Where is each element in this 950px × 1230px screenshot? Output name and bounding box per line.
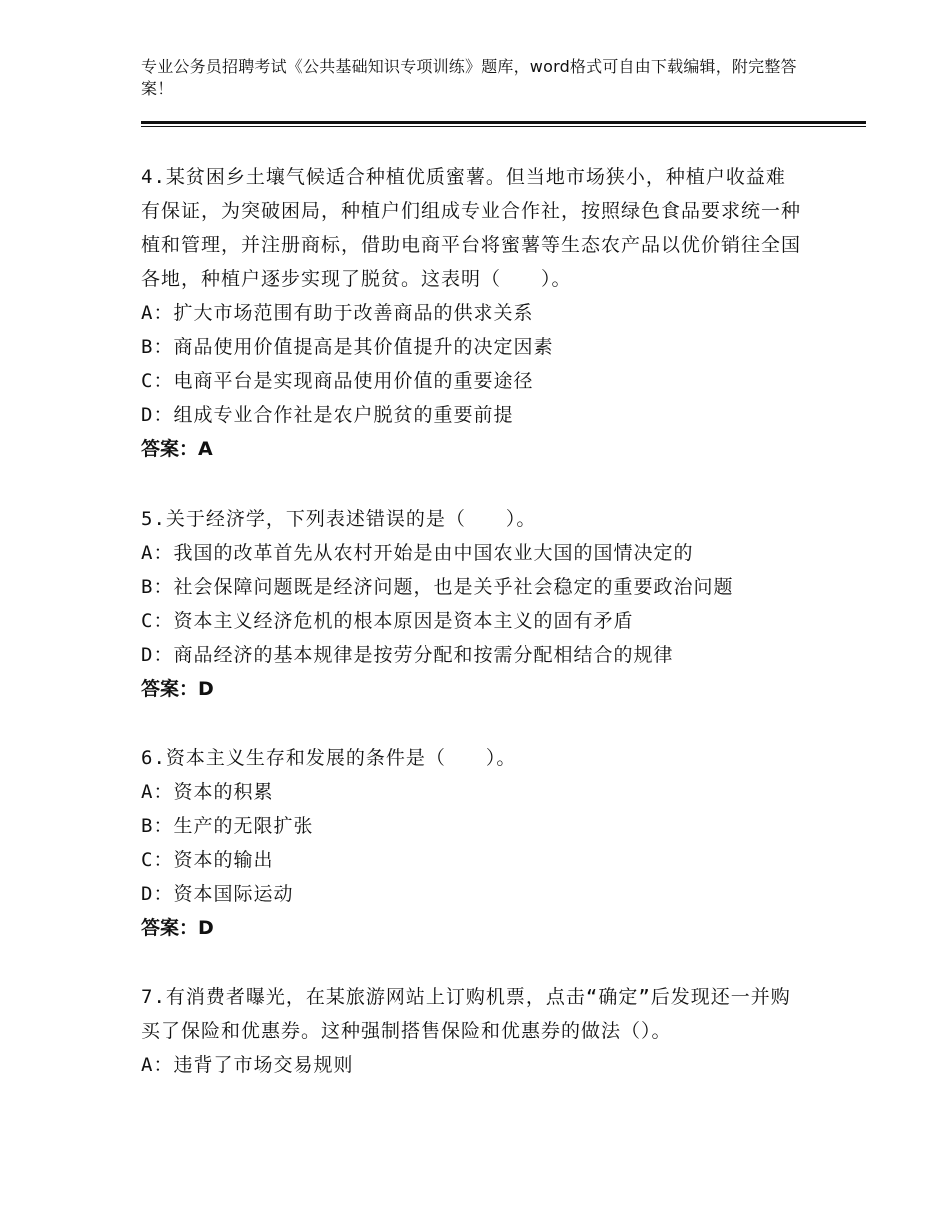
question-7: [141, 980, 803, 1082]
option-a: A：资本的积累: [141, 781, 274, 803]
answer: 答案：A: [141, 438, 213, 460]
option-a: A：违背了市场交易规则: [141, 1054, 354, 1076]
question-stem: 4.某贫困乡土壤气候适合种植优质蜜薯。但当地市场狭小，种植户收益难有保证，为突破困局，种植户们组成专业合作社，按照绿色食品要求统一种植和管理，并注册商标，借助电商平台将蜜薯等生态农产品以优价销往全国各地，种植户逐步实现了脱贫。这表明（ ）。: [141, 166, 802, 290]
header-divider-thin: [141, 126, 866, 127]
option-d: D：资本国际运动: [141, 883, 294, 905]
option-c: C：电商平台是实现商品使用价值的重要途径: [141, 370, 534, 392]
question-stem: 7.有消费者曝光，在某旅游网站上订购机票，点击“确定”后发现还一并购买了保险和优惠券。这种强制搭售保险和优惠券的做法（）。: [141, 986, 791, 1042]
option-d: D：组成专业合作社是农户脱贫的重要前提: [141, 404, 514, 426]
option-b: B：社会保障问题既是经济问题，也是关乎社会稳定的重要政治问题: [141, 576, 734, 598]
question-6: [141, 741, 803, 945]
question-5: [141, 502, 803, 706]
header-text: 专业公务员招聘考试《公共基础知识专项训练》题库，word格式可自由下载编辑，附完整答案！: [141, 57, 797, 98]
option-c: C：资本的输出: [141, 849, 274, 871]
question-stem: 5.关于经济学，下列表述错误的是（ ）。: [141, 508, 537, 530]
header-divider-thick: [141, 121, 866, 124]
option-c: C：资本主义经济危机的根本原因是资本主义的固有矛盾: [141, 610, 634, 632]
answer: 答案：D: [141, 678, 214, 700]
question-4: [141, 160, 803, 466]
question-stem: 6.资本主义生存和发展的条件是（ ）。: [141, 747, 517, 769]
option-b: B：商品使用价值提高是其价值提升的决定因素: [141, 336, 554, 358]
document-header: [141, 56, 801, 100]
option-a: A：我国的改革首先从农村开始是由中国农业大国的国情决定的: [141, 542, 694, 564]
answer: 答案：D: [141, 917, 214, 939]
option-b: B：生产的无限扩张: [141, 815, 314, 837]
option-d: D：商品经济的基本规律是按劳分配和按需分配相结合的规律: [141, 644, 674, 666]
option-a: A：扩大市场范围有助于改善商品的供求关系: [141, 302, 534, 324]
